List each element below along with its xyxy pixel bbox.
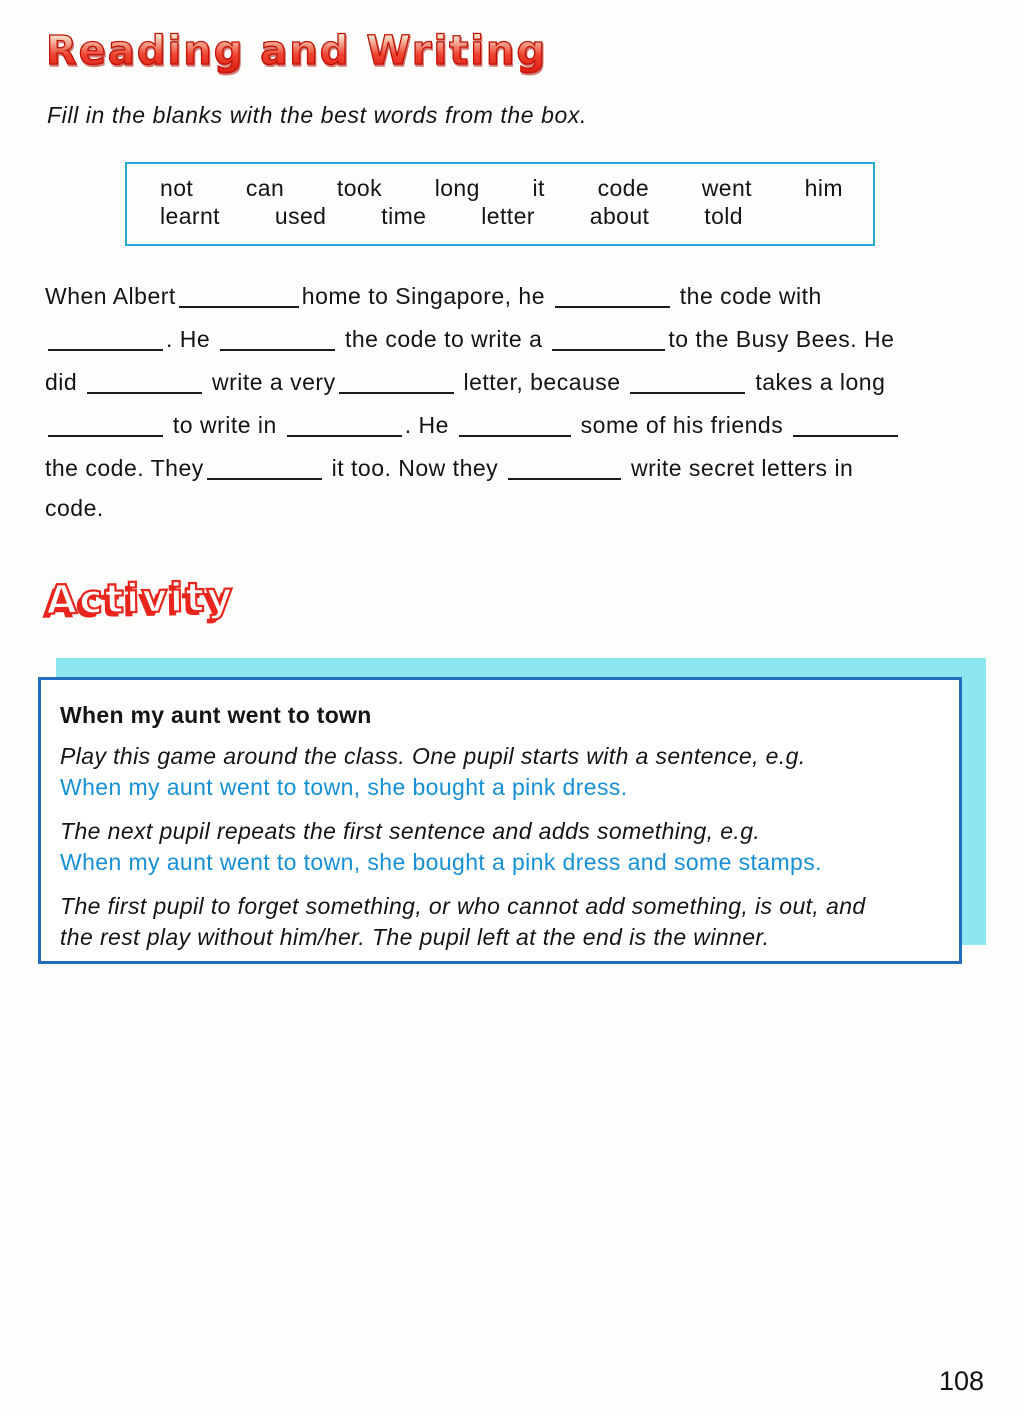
paragraph-text: the code with bbox=[672, 283, 822, 309]
paragraph-text: . He bbox=[166, 326, 218, 352]
paragraph-line bbox=[45, 444, 970, 487]
section-title-activity: Activity bbox=[45, 574, 235, 624]
word-bank-item: him bbox=[804, 175, 843, 201]
activity-box bbox=[38, 658, 986, 966]
activity-box-frame bbox=[38, 677, 962, 964]
activity-instruction-line: the rest play without him/her. The pupil left at the end is the winner. bbox=[60, 924, 770, 950]
paragraph-text: write secret letters in bbox=[624, 455, 854, 481]
word-bank-item: took bbox=[336, 175, 382, 201]
paragraph-line bbox=[45, 315, 970, 358]
answer-blank bbox=[87, 362, 202, 394]
answer-blank bbox=[630, 362, 745, 394]
answer-blank bbox=[793, 405, 898, 437]
example-sentence: When my aunt went to town, she bought a pink dress and some stamps. bbox=[60, 849, 822, 875]
answer-blank bbox=[179, 276, 299, 308]
paragraph-text: to the Busy Bees. He bbox=[668, 326, 895, 352]
paragraph-line bbox=[45, 358, 970, 401]
paragraph-line bbox=[45, 401, 970, 444]
answer-blank bbox=[339, 362, 454, 394]
activity-instruction-line: The next pupil repeats the first sentence and adds something, e.g. bbox=[60, 818, 761, 844]
word-bank-row bbox=[127, 202, 873, 230]
paragraph-text: the code to write a bbox=[338, 326, 550, 352]
paragraph-line bbox=[45, 272, 970, 315]
activity-paragraph bbox=[60, 741, 937, 803]
paragraph-text: did bbox=[45, 369, 85, 395]
word-bank-item: it bbox=[532, 175, 545, 201]
page-number: 108 bbox=[938, 1366, 984, 1396]
exercise-instruction: Fill in the blanks with the best words from the box. bbox=[47, 102, 587, 128]
paragraph-line bbox=[45, 487, 970, 530]
answer-blank bbox=[48, 405, 163, 437]
paragraph-text: some of his friends bbox=[573, 412, 791, 438]
answer-blank bbox=[552, 319, 665, 351]
activity-game-title: When my aunt went to town bbox=[60, 702, 372, 728]
word-bank-item: used bbox=[274, 203, 327, 229]
activity-paragraph bbox=[60, 816, 937, 878]
word-bank-box bbox=[125, 162, 875, 246]
paragraph-text: takes a long bbox=[748, 369, 886, 395]
activity-instruction-line: Play this game around the class. One pupil starts with a sentence, e.g. bbox=[60, 743, 806, 769]
answer-blank bbox=[48, 319, 163, 351]
word-bank-item: long bbox=[434, 175, 480, 201]
paragraph-text: write a very bbox=[205, 369, 336, 395]
word-bank-item: can bbox=[245, 175, 285, 201]
word-bank-item: told bbox=[704, 203, 743, 229]
fill-in-the-blanks-paragraph bbox=[45, 272, 970, 530]
word-bank-item: learnt bbox=[160, 203, 220, 229]
activity-instruction-line: The first pupil to forget something, or who cannot add something, is out, and bbox=[60, 893, 866, 919]
answer-blank bbox=[508, 448, 621, 480]
word-bank-row bbox=[127, 164, 873, 202]
answer-blank bbox=[287, 405, 402, 437]
paragraph-text: code. bbox=[45, 495, 104, 521]
paragraph-text: to write in bbox=[166, 412, 284, 438]
word-bank-item: letter bbox=[481, 203, 535, 229]
word-bank-item: about bbox=[589, 203, 650, 229]
word-bank-item: code bbox=[597, 175, 650, 201]
answer-blank bbox=[555, 276, 670, 308]
paragraph-text: . He bbox=[404, 412, 456, 438]
word-bank-item: time bbox=[381, 203, 427, 229]
word-bank-item: went bbox=[701, 175, 752, 201]
example-sentence: When my aunt went to town, she bought a pink dress. bbox=[60, 774, 628, 800]
word-bank-item: not bbox=[160, 175, 194, 201]
answer-blank bbox=[459, 405, 571, 437]
paragraph-text: When Albert bbox=[45, 283, 176, 309]
paragraph-text: letter, because bbox=[456, 369, 628, 395]
paragraph-text: the code. They bbox=[45, 455, 204, 481]
answer-blank bbox=[220, 319, 335, 351]
paragraph-text: home to Singapore, he bbox=[301, 283, 552, 309]
activity-paragraph bbox=[60, 891, 937, 953]
paragraph-text: it too. Now they bbox=[324, 455, 506, 481]
section-title-reading-and-writing: Reading and Writing bbox=[46, 28, 548, 74]
activity-instructions bbox=[60, 741, 937, 953]
answer-blank bbox=[207, 448, 322, 480]
